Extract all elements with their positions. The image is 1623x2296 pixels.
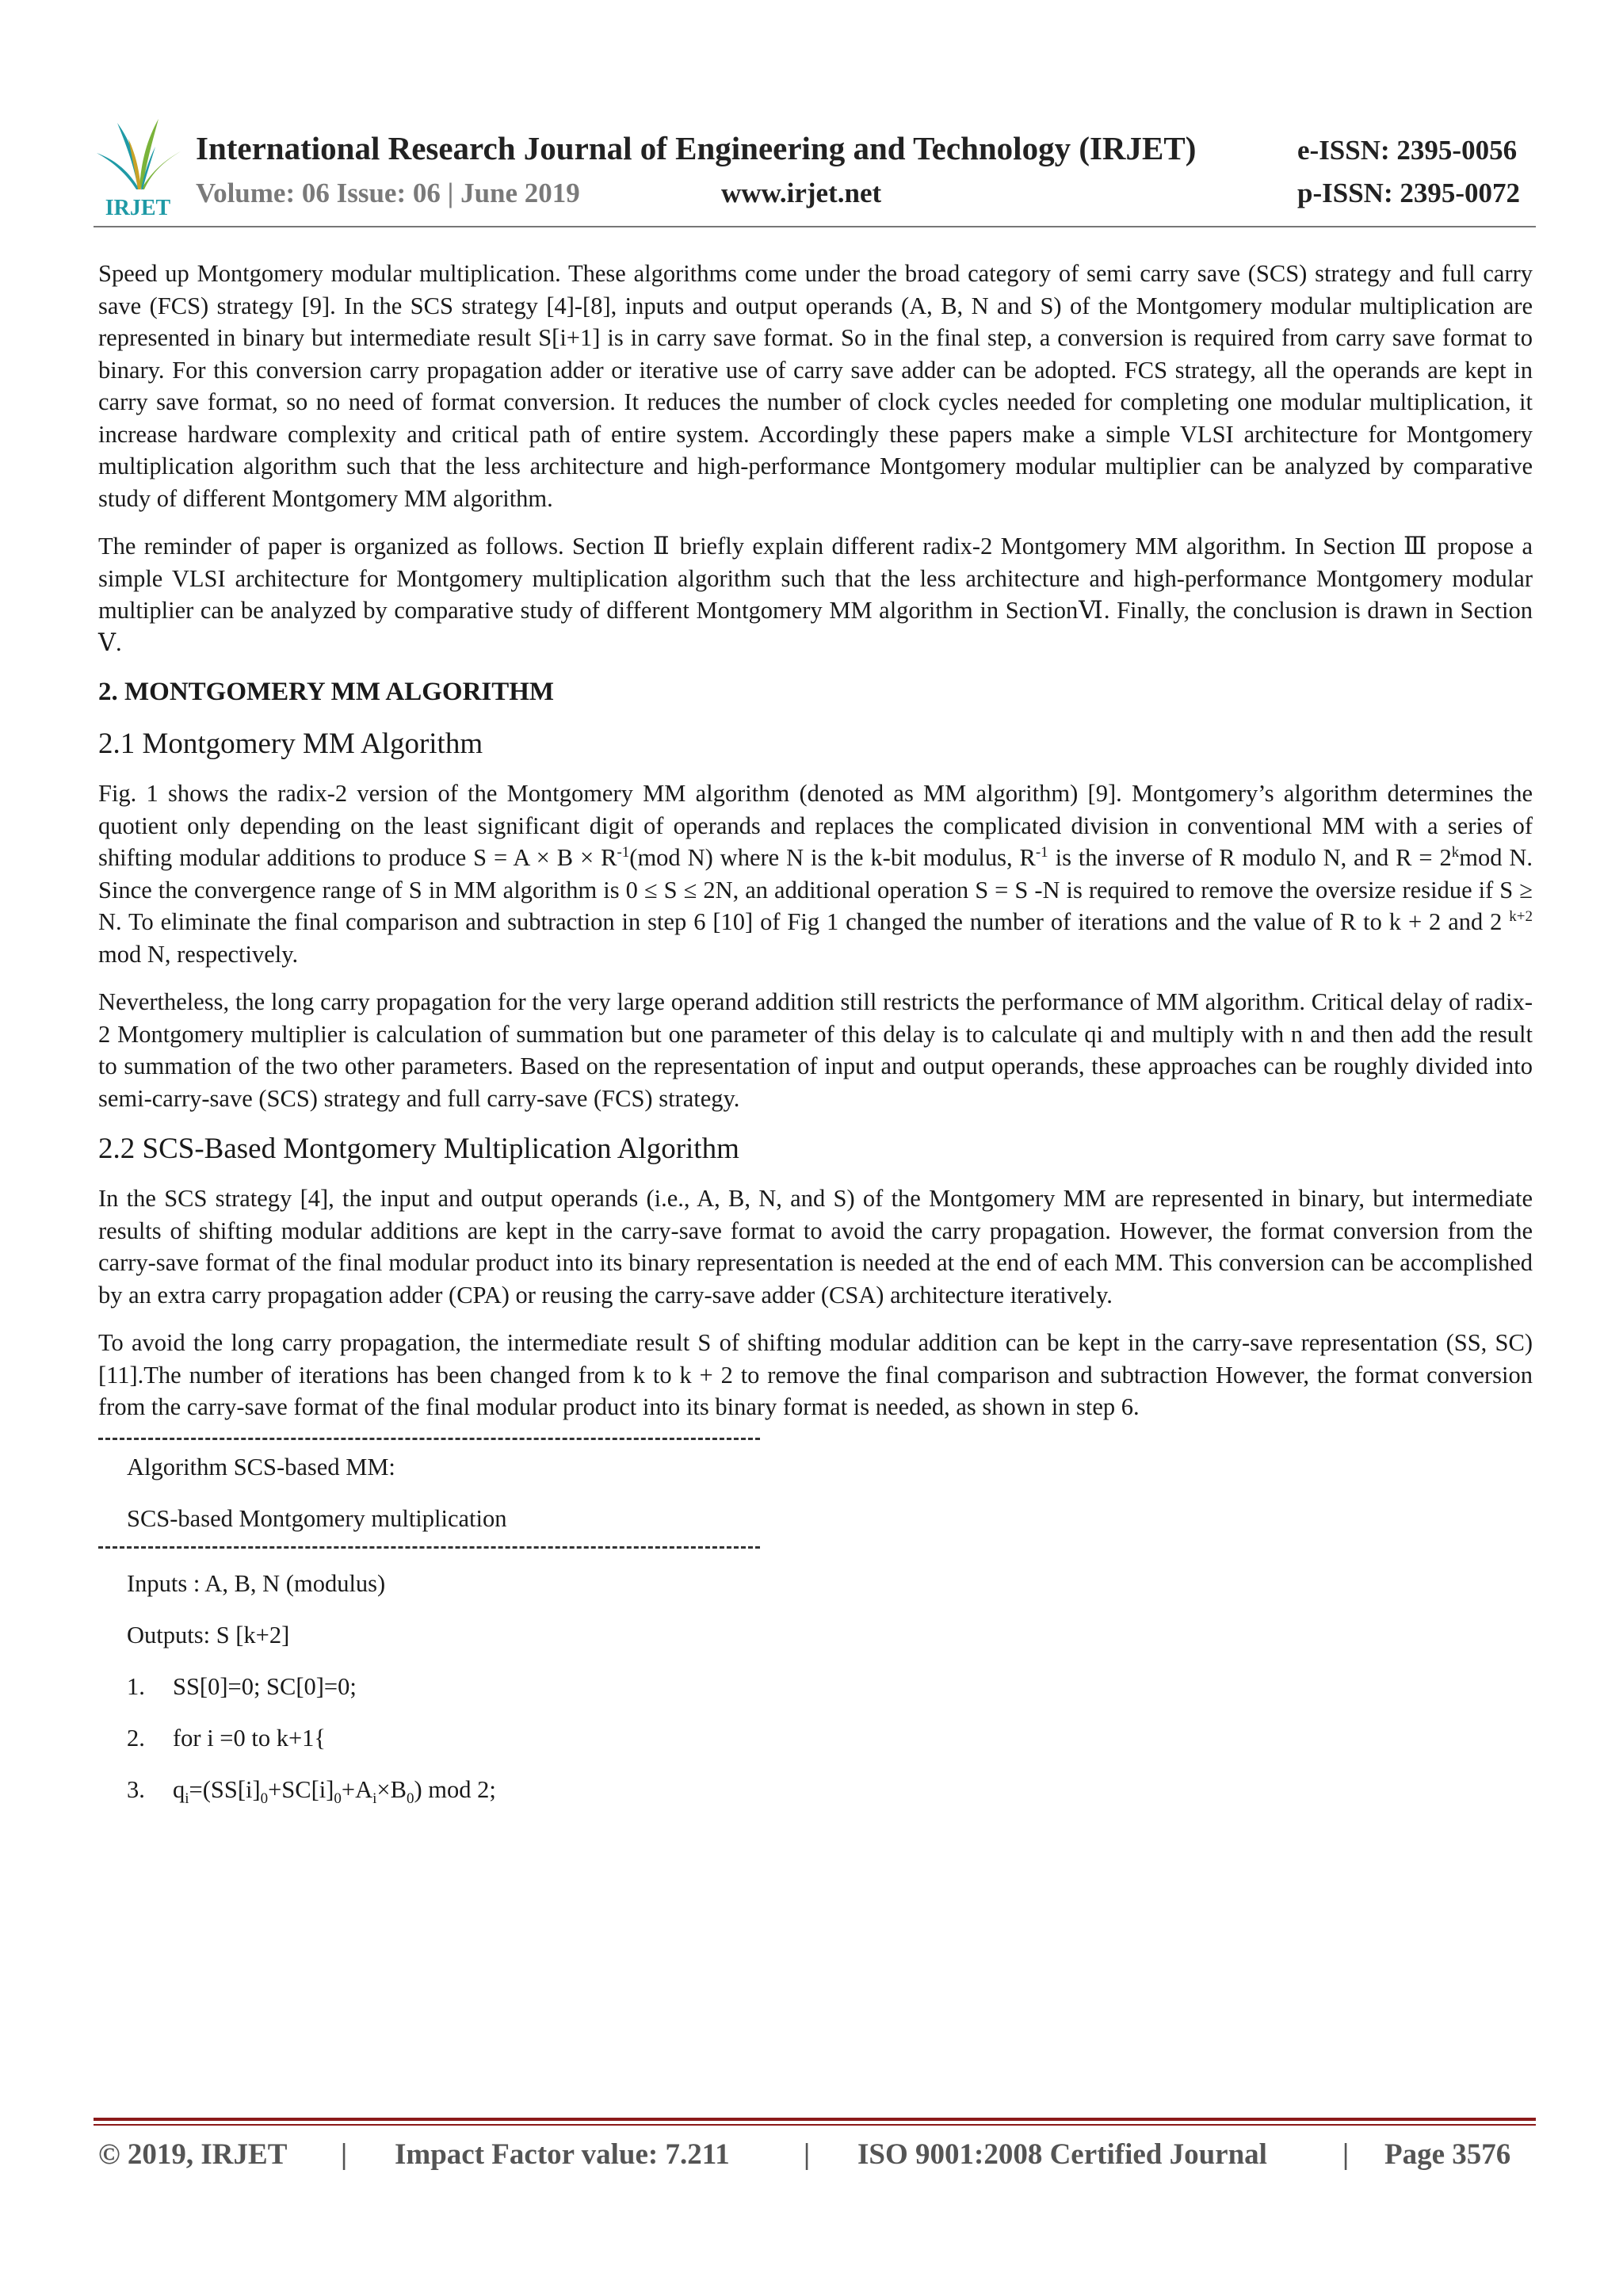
footer-divider-thin xyxy=(94,2124,1536,2126)
algorithm-step: 3. $q_i=(SS[i]_0+SC[i]_0+A_i\times B_0)$ mod 2; xyxy=(127,1775,496,1807)
algorithm-step: 2. for i =0 to k+1{ xyxy=(127,1724,327,1752)
p-issn: p-ISSN: 2395-0072 xyxy=(1297,178,1521,208)
algorithm-divider-top xyxy=(98,1438,760,1440)
footer-iso: ISO 9001:2008 Certified Journal xyxy=(857,2138,1267,2171)
paragraph-organization: The reminder of paper is organized as follows. Section Ⅱ briefly explain different radix-2 Montgomery MM algorithm. In Section Ⅲ propose a simple VLSI architecture for Montgomery multiplication algorithm such that the less architecture and high-performance Montgomery modular multiplier can be analyzed by comparative study of different Montgomery MM algorithm in SectionⅥ. Finally, the conclusion is drawn in Section Ⅴ. xyxy=(98,533,1533,656)
subsection-heading-2-2: 2.2 SCS-Based Montgomery Multiplication Algorithm xyxy=(98,1133,739,1165)
logo-text: IRJET xyxy=(105,196,171,218)
volume-issue: Volume: 06 Issue: 06 | June 2019 xyxy=(196,178,580,208)
paragraph-mm-algorithm: Fig. 1 shows the radix-2 version of the Montgomery MM algorithm (denoted as MM algorithm) [9]. Montgomery’s algorithm determines the quotient only depending on the least significant digit of operands and replaces the complicated division in conventional MM with a series of shifting modular additions to produce $S = A \times B \times R^{-1}(mod$ N) where N is the k-bit modulus, $R^{-1}$ is the inverse of R modulo N, and $R = 2^kmod$ N. Since the convergence range of S in MM algorithm is 0 ≤ S ≤ 2N, an additional operation S = S -N is required to remove the oversize residue if S ≥ N. To eliminate the final comparison and subtraction in step 6 [10] of Fig 1 changed the number of iterations and the value of R to k + 2 and 2 $^{k+2}$ mod N, respectively. xyxy=(98,780,1533,968)
e-issn: e-ISSN: 2395-0056 xyxy=(1297,135,1518,166)
algorithm-step: 1. SS[0]=0; SC[0]=0; xyxy=(127,1672,357,1700)
footer-separator: | xyxy=(341,2138,348,2171)
page-header xyxy=(0,0,1623,238)
footer-divider xyxy=(94,2118,1536,2121)
paragraph-carry-save: To avoid the long carry propagation, the intermediate result S of shifting modular addition can be kept in the carry-save representation (SS, SC)[11].The number of iterations has been changed from k to k + 2 to remove the final comparison and subtraction However, the format conversion from the carry-save format of the final modular product into its binary format is needed, as shown in step 6. xyxy=(98,1329,1533,1420)
algorithm-box xyxy=(98,1438,1533,1805)
header-divider xyxy=(94,226,1536,227)
footer-copyright: © 2019, IRJET xyxy=(98,2138,288,2171)
page-body xyxy=(98,258,1533,1825)
irjet-logo-icon xyxy=(94,115,182,218)
paragraph-scs-strategy: In the SCS strategy [4], the input and output operands (i.e., A, B, N, and S) of the Montgomery MM are represented in binary, but intermediate results of shifting modular additions are kept in the carry-save format to avoid the carry propagation. However, the format conversion from the carry-save format of the final modular product into its binary representation is needed at the end of each MM. This conversion can be accomplished by an extra carry propagation adder (CPA) or reusing the carry-save adder (CSA) architecture iteratively. xyxy=(98,1185,1533,1308)
paragraph-intro: Speed up Montgomery modular multiplication. These algorithms come under the broad category of semi carry save (SCS) strategy and full carry save (FCS) strategy [9]. In the SCS strategy [4]-[8], inputs and output operands (A, B, N and S) of the Montgomery modular multiplication are represented in binary but intermediate result S[i+1] is in carry save format. So in the final step, a conversion is required from carry save format to binary. For this conversion carry propagation adder or iterative use of carry save adder can be adopted. FCS strategy, all the operands are kept in carry save format, so no need of format conversion. It reduces the number of clock cycles needed for completing one modular multiplication, it increase hardware complexity and critical path of entire system. Accordingly these papers make a simple VLSI architecture for Montgomery multiplication algorithm such that the less architecture and high-performance Montgomery modular multiplier can be analyzed by comparative study of different Montgomery MM algorithm. xyxy=(98,260,1533,512)
footer-page-number: Page 3576 xyxy=(1384,2138,1511,2171)
algorithm-title: Algorithm SCS-based MM: xyxy=(127,1453,395,1480)
algorithm-outputs: Outputs: S [k+2] xyxy=(127,1621,290,1648)
subsection-heading-2-1: 2.1 Montgomery MM Algorithm xyxy=(98,728,483,760)
journal-website-link[interactable]: www.irjet.net xyxy=(721,178,882,208)
algorithm-subtitle: SCS-based Montgomery multiplication xyxy=(127,1504,507,1532)
paragraph-carry-propagation: Nevertheless, the long carry propagation for the very large operand addition still restricts the performance of MM algorithm. Critical delay of radix-2 Montgomery multiplier is calculation of summation but one parameter of this delay is to calculate qi and multiply with n and then add the result to summation of the two other parameters. Based on the representation of input and output operands, these approaches can be roughly divided into semi-carry-save (SCS) strategy and full carry-save (FCS) strategy. xyxy=(98,988,1533,1112)
footer-separator: | xyxy=(804,2138,811,2171)
algorithm-divider-mid xyxy=(98,1546,760,1549)
footer-separator: | xyxy=(1342,2138,1350,2171)
footer-impact-factor: Impact Factor value: 7.211 xyxy=(395,2138,730,2171)
algorithm-inputs: Inputs : A, B, N (modulus) xyxy=(127,1569,386,1597)
section-heading: 2. MONTGOMERY MM ALGORITHM xyxy=(98,678,555,706)
journal-title: International Research Journal of Engineering and Technology (IRJET) xyxy=(196,130,1197,166)
